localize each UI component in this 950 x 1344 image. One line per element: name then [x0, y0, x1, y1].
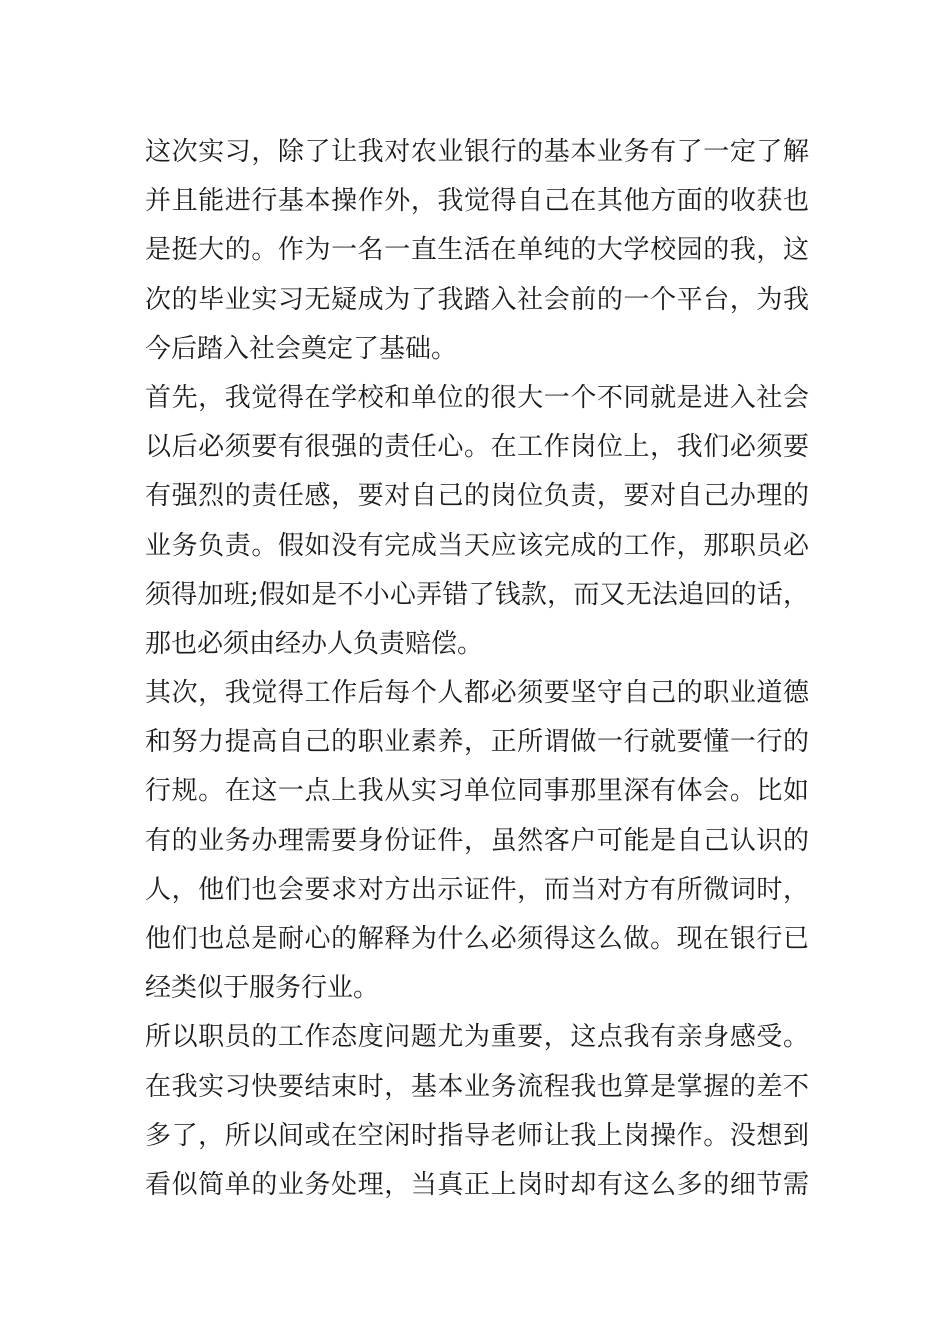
text-line: 今后踏入社会奠定了基础。	[145, 333, 458, 364]
text-line: 其次，我觉得工作后每个人都必须要坚守自己的职业道德	[145, 678, 809, 709]
text-line: 以后必须要有很强的责任心。在工作岗位上，我们必须要	[145, 432, 809, 463]
text-line: 次的毕业实习无疑成为了我踏入社会前的一个平台，为我	[145, 284, 809, 315]
text-line: 看似简单的业务处理，当真正上岗时却有这么多的细节需	[145, 1169, 809, 1200]
text-line: 是挺大的。作为一名一直生活在单纯的大学校园的我，这	[145, 235, 809, 266]
text-line: 经类似于服务行业。	[145, 973, 380, 1004]
text-line: 他们也总是耐心的解释为什么必须得这么做。现在银行已	[145, 924, 809, 954]
text-line: 并且能进行基本操作外，我觉得自己在其他方面的收获也	[145, 186, 809, 217]
text-line: 须得加班;假如是不小心弄错了钱款，而又无法追回的话，	[145, 579, 809, 610]
text-line: 在我实习快要结束时，基本业务流程我也算是掌握的差不	[145, 1071, 809, 1102]
text-line: 这次实习，除了让我对农业银行的基本业务有了一定了解	[145, 137, 809, 167]
text-line: 人，他们也会要求对方出示证件，而当对方有所微词时，	[145, 874, 809, 905]
text-line: 业务负责。假如没有完成当天应该完成的工作，那职员必	[145, 530, 809, 561]
text-line: 有强烈的责任感，要对自己的岗位负责，要对自己办理的	[145, 481, 809, 512]
text-line: 首先，我觉得在学校和单位的很大一个不同就是进入社会	[145, 382, 809, 413]
text-line: 所以职员的工作态度问题尤为重要，这点我有亲身感受。	[145, 1022, 809, 1053]
text-line: 和努力提高自己的职业素养，正所谓做一行就要懂一行的	[145, 727, 809, 758]
text-line: 那也必须由经办人负责赔偿。	[145, 628, 484, 659]
text-line: 多了，所以间或在空闲时指导老师让我上岗操作。没想到	[145, 1120, 809, 1151]
body-text	[145, 128, 809, 1210]
text-line: 有的业务办理需要身份证件，虽然客户可能是自己认识的	[145, 825, 809, 856]
text-line: 行规。在这一点上我从实习单位同事那里深有体会。比如	[145, 776, 809, 807]
